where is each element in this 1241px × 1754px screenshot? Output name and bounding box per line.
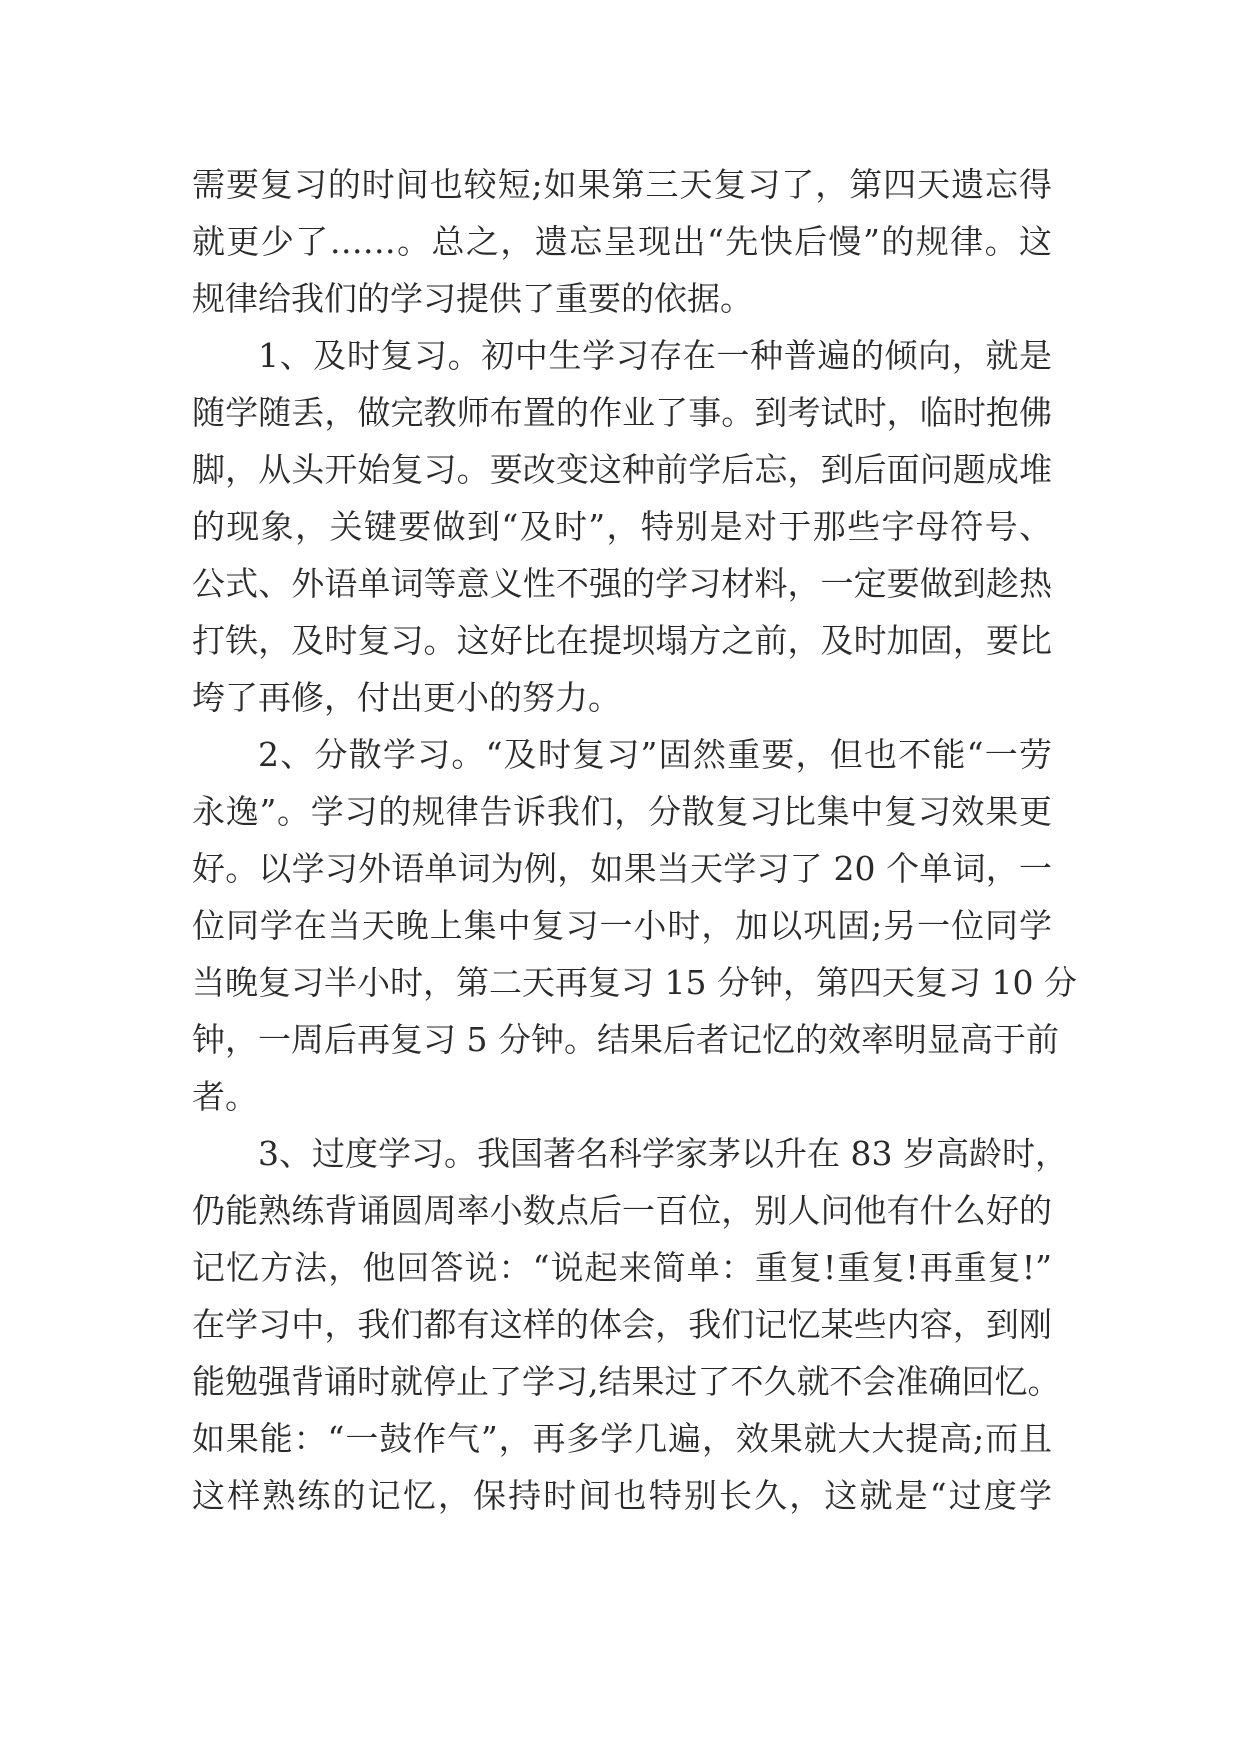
text-line: 打铁，及时复习。这好比在提坝塌方之前，及时加固，要比	[192, 621, 1052, 660]
text-line: 位同学在当天晚上集中复习一小时，加以巩固;另一位同学	[192, 906, 1052, 945]
text-line: 好。以学习外语单词为例，如果当天学习了 20 个单词，一	[192, 849, 1052, 888]
text-line: 在学习中，我们都有这样的体会，我们记忆某些内容，到刚	[192, 1305, 1052, 1344]
paragraph	[192, 156, 1052, 327]
text-line: 随学随丢，做完教师布置的作业了事。到考试时，临时抱佛	[192, 393, 1052, 432]
paragraph	[192, 327, 1052, 726]
text-line: 1、及时复习。初中生学习存在一种普遍的倾向，就是	[258, 336, 1052, 375]
text-line: 当晚复习半小时，第二天再复习 15 分钟，第四天复习 10 分	[192, 963, 1077, 1002]
text-line: 脚，从头开始复习。要改变这种前学后忘，到后面问题成堆	[192, 450, 1052, 489]
text-line: 如果能：“一鼓作气”，再多学几遍，效果就大大提高;而且	[192, 1419, 1052, 1458]
text-line: 这样熟练的记忆，保持时间也特别长久，这就是“过度学	[192, 1476, 1052, 1515]
text-line: 3、过度学习。我国著名科学家茅以升在 83 岁高龄时，	[258, 1134, 1068, 1173]
text-line: 公式、外语单词等意义性不强的学习材料，一定要做到趁热	[192, 564, 1052, 603]
text-line: 2、分散学习。“及时复习”固然重要，但也不能“一劳	[258, 735, 1052, 774]
paragraph	[192, 1125, 1068, 1524]
text-line: 者。	[192, 1077, 258, 1116]
document-body	[192, 156, 1077, 1524]
text-line: 规律给我们的学习提供了重要的依据。	[192, 279, 753, 318]
text-line: 能勉强背诵时就停止了学习,结果过了不久就不会准确回忆。	[192, 1362, 1061, 1401]
text-line: 需要复习的时间也较短;如果第三天复习了，第四天遗忘得	[192, 165, 1052, 204]
paragraph	[192, 726, 1077, 1125]
text-line: 垮了再修，付出更小的努力。	[192, 678, 621, 717]
text-line: 就更少了……。总之，遗忘呈现出“先快后慢”的规律。这	[192, 222, 1052, 261]
text-line: 记忆方法，他回答说：“说起来简单：重复!重复!再重复!”	[192, 1248, 1052, 1287]
text-line: 仍能熟练背诵圆周率小数点后一百位，别人问他有什么好的	[192, 1191, 1052, 1230]
text-line: 的现象，关键要做到“及时”，特别是对于那些字母符号、	[192, 507, 1052, 546]
text-line: 永逸”。学习的规律告诉我们，分散复习比集中复习效果更	[192, 792, 1052, 831]
text-line: 钟，一周后再复习 5 分钟。结果后者记忆的效率明显高于前	[192, 1020, 1059, 1059]
